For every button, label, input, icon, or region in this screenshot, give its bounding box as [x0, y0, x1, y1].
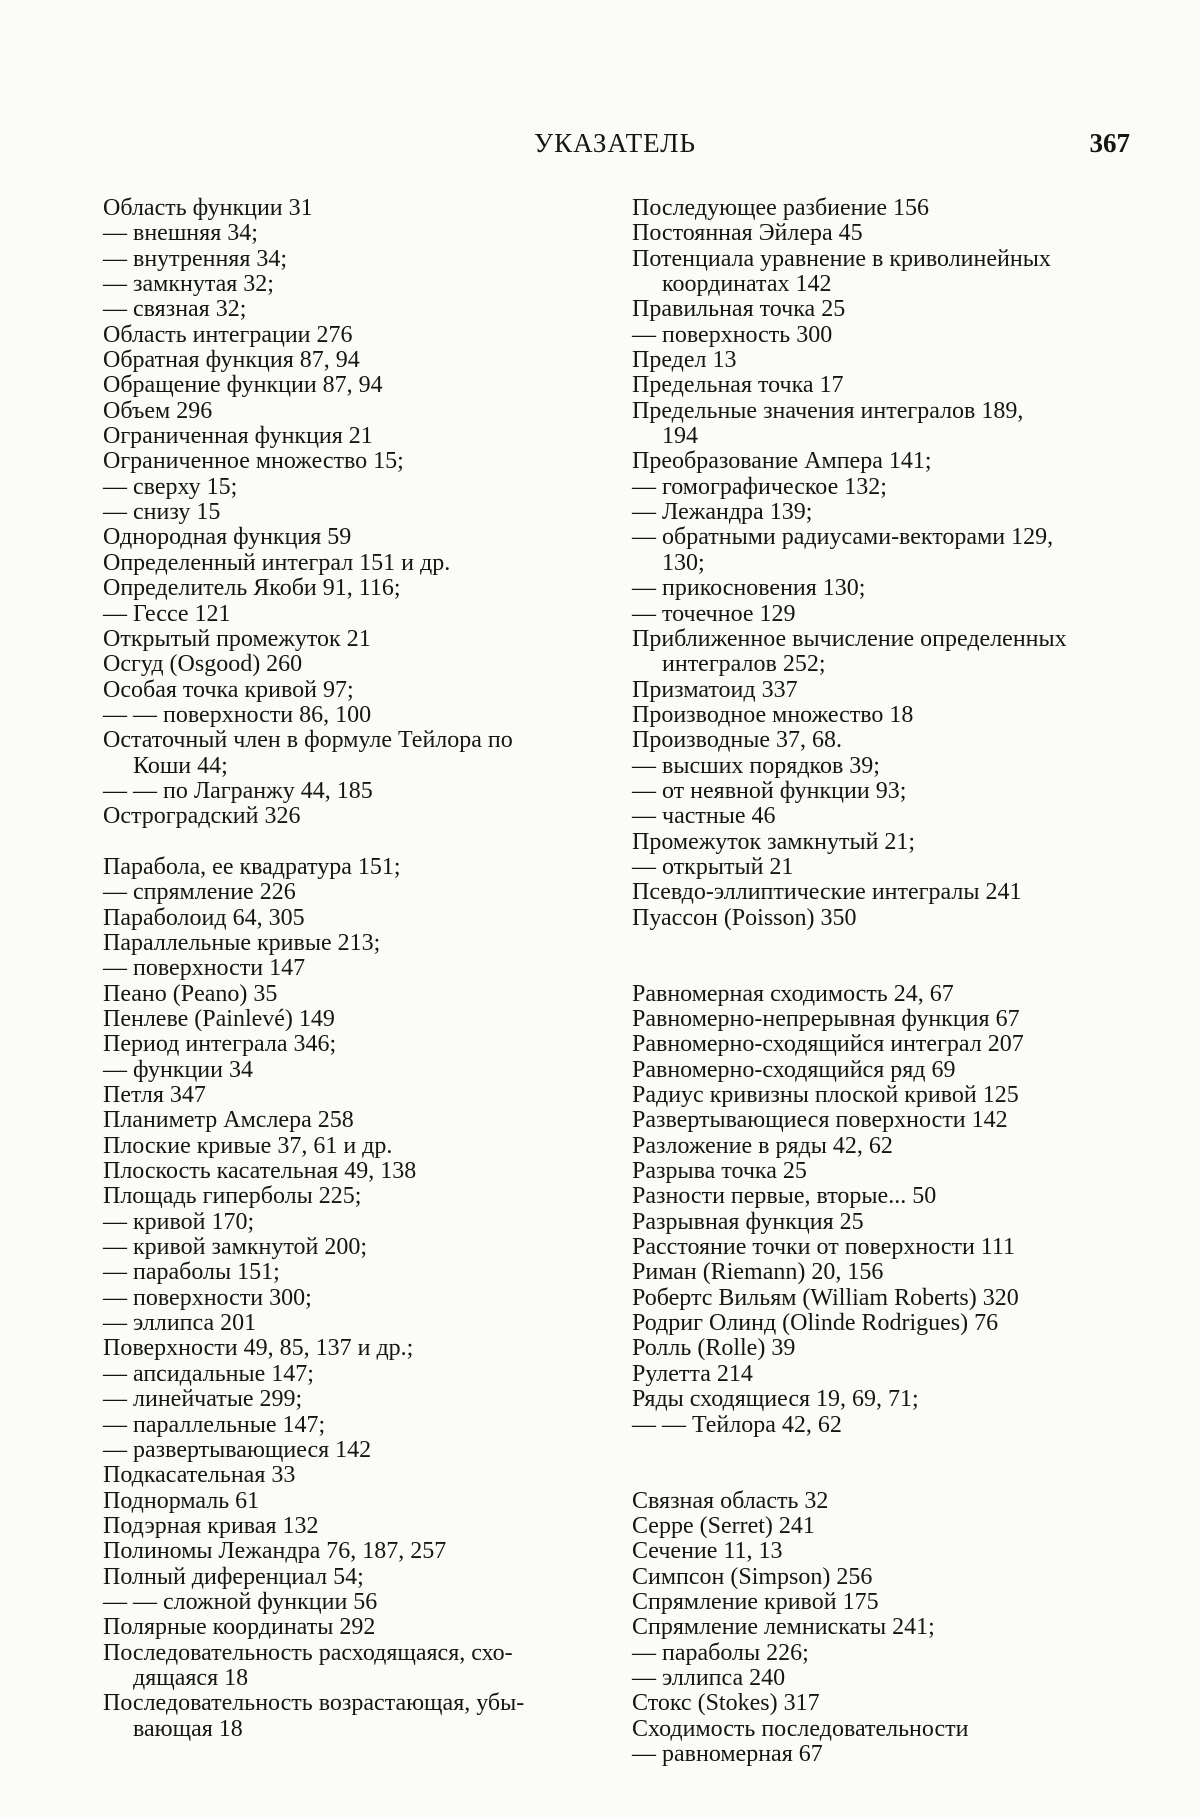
- index-entry: Площадь гиперболы 225;: [103, 1183, 362, 1210]
- index-entry: Подкасательная 33: [103, 1462, 296, 1489]
- index-entry: — — сложной функции 56: [103, 1588, 378, 1615]
- index-entry: Риман (Riemann) 20, 156: [632, 1259, 884, 1286]
- index-entry: 194: [662, 423, 698, 450]
- index-entry: Постоянная Эйлера 45: [632, 220, 863, 247]
- index-entry: Остаточный член в формуле Тейлора по: [103, 727, 513, 754]
- index-entry: Связная область 32: [632, 1487, 829, 1514]
- index-entry: — кривой замкнутой 200;: [103, 1234, 368, 1261]
- index-entry: Развертывающиеся поверхности 142: [632, 1107, 1008, 1134]
- index-entry: Предельные значения интегралов 189,: [632, 397, 1024, 424]
- index-entry: Стокс (Stokes) 317: [632, 1690, 820, 1717]
- index-entry: Радиус кривизны плоской кривой 125: [632, 1082, 1019, 1109]
- index-entry: Последовательность возрастающая, убы-: [103, 1690, 525, 1717]
- index-entry: — замкнутая 32;: [103, 271, 274, 298]
- index-entry: Приближенное вычисление определенных: [632, 625, 1067, 652]
- index-entry: — равномерная 67: [632, 1740, 823, 1767]
- index-entry: [632, 1438, 1132, 1463]
- index-entry: Разрыва точка 25: [632, 1158, 807, 1185]
- index-entry: [632, 956, 1132, 981]
- index-entry: Промежуток замкнутый 21;: [632, 828, 916, 855]
- index-entry: Планиметр Амслера 258: [103, 1107, 354, 1134]
- index-entry: — кривой 170;: [103, 1208, 255, 1235]
- index-entry: — снизу 15: [103, 499, 221, 526]
- index-entry: — сверху 15;: [103, 473, 238, 500]
- index-entry: — внутренняя 34;: [103, 245, 288, 272]
- index-entry: [632, 931, 1132, 956]
- index-entry: Псевдо-эллиптические интегралы 241: [632, 879, 1022, 906]
- index-entry: — поверхности 147: [103, 955, 306, 982]
- index-entry: Равномерно-непрерывная функция 67: [632, 1006, 1020, 1032]
- index-entry: Параболоид 64, 305: [103, 904, 305, 931]
- index-entry: Открытый промежуток 21: [103, 625, 371, 652]
- index-entry: — обратными радиусами-векторами 129,: [632, 524, 1054, 551]
- index-entry: Последовательность расходящаяся, схо-: [103, 1639, 513, 1666]
- index-entry: Разности первые, вторые... 50: [632, 1183, 937, 1210]
- index-entry: Спрямление лемнискаты 241;: [632, 1614, 935, 1641]
- index-entry: Разрывная функция 25: [632, 1208, 864, 1235]
- index-entry: Объем 296: [103, 397, 213, 424]
- index-entry: [103, 830, 601, 855]
- index-entry: Симпсон (Simpson) 256: [632, 1563, 873, 1590]
- index-entry: Коши 44;: [133, 752, 228, 779]
- index-entry: Расстояние точки от поверхности 111: [632, 1234, 1016, 1261]
- index-entry: [632, 1463, 1132, 1488]
- index-entry: Область интеграции 276: [103, 321, 353, 348]
- index-entry: 130;: [662, 549, 705, 576]
- index-entry: — от неявной функции 93;: [632, 777, 907, 804]
- index-entry: Ролль (Rolle) 39: [632, 1335, 796, 1362]
- index-entry: Последующее разбиение 156: [632, 195, 929, 221]
- index-entry: Пенлеве (Painlevé) 149: [103, 1006, 335, 1032]
- index-entry: Поднормаль 61: [103, 1487, 260, 1514]
- index-entry: Особая точка кривой 97;: [103, 676, 354, 703]
- index-entry: — параллельные 147;: [103, 1411, 326, 1438]
- index-entry: — спрямление 226: [103, 879, 296, 906]
- index-entry: Полный диференциал 54;: [103, 1563, 364, 1590]
- index-entry: Плоские кривые 37, 61 и др.: [103, 1132, 393, 1159]
- index-entry: Производные 37, 68.: [632, 727, 842, 754]
- index-entry: Плоскость касательная 49, 138: [103, 1158, 417, 1185]
- index-entry: Полярные координаты 292: [103, 1614, 376, 1641]
- index-entry: — поверхности 300;: [103, 1284, 312, 1311]
- index-entry: Остроградский 326: [103, 803, 301, 830]
- page-number: 367: [1089, 128, 1130, 158]
- index-entry: — гомографическое 132;: [632, 473, 887, 500]
- index-entry: — — Тейлора 42, 62: [632, 1411, 842, 1438]
- index-entry: Осгуд (Osgood) 260: [103, 651, 303, 678]
- index-entry: Серре (Serret) 241: [632, 1512, 815, 1539]
- index-entry: — точечное 129: [632, 600, 796, 627]
- index-entry: — открытый 21: [632, 853, 794, 880]
- index-entry: Определитель Якоби 91, 116;: [103, 575, 401, 602]
- running-title: УКАЗАТЕЛЬ: [533, 128, 697, 158]
- index-entry: Предел 13: [632, 347, 737, 374]
- index-entry: Полиномы Лежандра 76, 187, 257: [103, 1538, 447, 1565]
- index-column-right: [632, 196, 1132, 1767]
- index-entry: Рулетта 214: [632, 1360, 753, 1387]
- index-entry: Производное множество 18: [632, 701, 914, 728]
- index-entry: Подэрная кривая 132: [103, 1512, 319, 1539]
- index-entry: — Гессе 121: [103, 600, 231, 627]
- index-entry: Однородная функция 59: [103, 524, 352, 551]
- index-entry: Период интеграла 346;: [103, 1031, 337, 1058]
- index-entry: — функции 34: [103, 1056, 253, 1083]
- index-entry: вающая 18: [133, 1715, 243, 1742]
- index-entry: — внешняя 34;: [103, 220, 258, 247]
- index-entry: Парабола, ее квадратура 151;: [103, 853, 401, 880]
- index-entry: Пуассон (Poisson) 350: [632, 904, 857, 931]
- index-entry: Равномерно-сходящийся ряд 69: [632, 1056, 956, 1083]
- index-entry: Равномерная сходимость 24, 67: [632, 980, 954, 1007]
- index-entry: Потенциала уравнение в криволинейных: [632, 245, 1051, 272]
- index-entry: — эллипса 201: [103, 1310, 257, 1337]
- index-entry: Петля 347: [103, 1082, 206, 1109]
- index-entry: Ограниченная функция 21: [103, 423, 373, 450]
- index-entry: Область функции 31: [103, 195, 313, 221]
- index-entry: Разложение в ряды 42, 62: [632, 1132, 893, 1159]
- index-entry: Пеано (Peano) 35: [103, 980, 278, 1007]
- index-entry: Ограниченное множество 15;: [103, 448, 404, 475]
- index-entry: — связная 32;: [103, 296, 247, 323]
- index-entry: — эллипса 240: [632, 1664, 786, 1691]
- index-column-left: [103, 196, 601, 1742]
- index-entry: Сечение 11, 13: [632, 1538, 783, 1565]
- index-entry: — частные 46: [632, 803, 776, 830]
- index-entry: — апсидальные 147;: [103, 1360, 314, 1387]
- index-entry: — — по Лагранжу 44, 185: [103, 777, 373, 804]
- index-entry: — поверхность 300: [632, 321, 833, 348]
- index-entry: дящаяся 18: [133, 1664, 249, 1691]
- index-entry: Предельная точка 17: [632, 372, 844, 399]
- index-entry: Равномерно-сходящийся интеграл 207: [632, 1031, 1024, 1058]
- index-entry: Обратная функция 87, 94: [103, 347, 360, 374]
- index-entry: Сходимость последовательности: [632, 1715, 969, 1742]
- index-entry: Родриг Олинд (Olinde Rodrigues) 76: [632, 1310, 999, 1337]
- index-entry: — линейчатые 299;: [103, 1386, 303, 1413]
- index-entry: — развертывающиеся 142: [103, 1436, 372, 1463]
- index-entry: Преобразование Ампера 141;: [632, 448, 932, 475]
- index-entry: Ряды сходящиеся 19, 69, 71;: [632, 1386, 919, 1413]
- index-entry: Параллельные кривые 213;: [103, 929, 381, 956]
- index-entry: — высших порядков 39;: [632, 752, 880, 779]
- index-entry: интегралов 252;: [662, 651, 826, 678]
- index-entry: Поверхности 49, 85, 137 и др.;: [103, 1335, 414, 1362]
- index-entry: — параболы 226;: [632, 1639, 809, 1666]
- index-entry: Обращение функции 87, 94: [103, 372, 383, 399]
- index-entry: — Лежандра 139;: [632, 499, 813, 526]
- index-entry: Правильная точка 25: [632, 296, 846, 323]
- index-entry: Призматоид 337: [632, 676, 798, 703]
- index-entry: Спрямление кривой 175: [632, 1588, 879, 1615]
- index-entry: координатах 142: [662, 271, 832, 298]
- page-header: [100, 128, 1130, 168]
- index-entry: Определенный интеграл 151 и др.: [103, 549, 451, 576]
- index-entry: — прикосновения 130;: [632, 575, 866, 602]
- index-entry: — — поверхности 86, 100: [103, 701, 372, 728]
- index-entry: — параболы 151;: [103, 1259, 280, 1286]
- index-entry: Робертс Вильям (William Roberts) 320: [632, 1284, 1019, 1311]
